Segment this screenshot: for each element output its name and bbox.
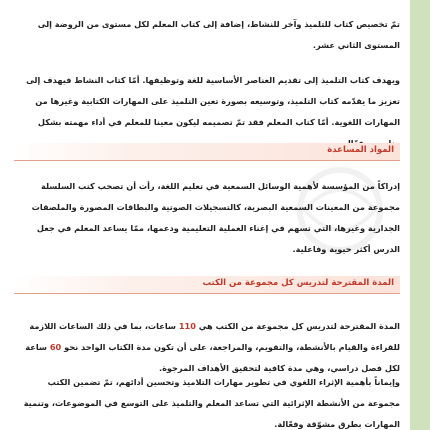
section-header-materials — [14, 143, 400, 161]
section-title-duration: المدة المقترحة لتدريس كل مجموعة من الكتب — [202, 278, 394, 288]
hours-book-value: 60 — [49, 342, 62, 352]
hours-total-value: 110 — [178, 321, 196, 331]
section-header-duration — [14, 276, 400, 294]
enrichment-paragraph: وإيماناً بأهمية الإثراء اللغوي في تطوير مهارات التلاميذ وتحسين أدائهم، تمّ تضمين الكتب مجموعة من الأنشطة الإثرائية التي تساعد المعلم والتلميذ على التوسع في الموضوعات، وتنمية المهارات بطرق مشوّقة وفعّالة. — [23, 377, 400, 429]
materials-paragraph: إدراكاً من المؤسسة لأهمية الوسائل السمعية في تعليم اللغة، رأت أن تصحب كتب السلسلة مجموعة من المعينات السمعية البصرية، كالتسجيلات الصوتية والبطاقات المصورة والملصقات الجدارية وغيرها، التي تسهم في إغناء العملية التعليمية ودعمها، ممّا يساعد المعلم في جعل الدرس أكثر حيوية وفاعلية. — [31, 181, 400, 254]
duration-line-end: ساعة لكل فصل دراسي، وهي مدة كافية لتحقيق الأهداف المرجوة. — [25, 342, 400, 373]
duration-line-prefix: المدة المقترحة لتدريس كل مجموعة من الكتب هي — [198, 321, 400, 331]
intro-paragraph-books: تمّ تخصيص كتاب للتلميذ وآخر للنشاط، إضافة إلى كتاب المعلم لكل مستوى من الروضة إلى المستوى الثاني عشر. — [37, 19, 400, 50]
document-page — [16, 0, 400, 430]
section-title-materials: المواد المساعدة — [327, 145, 394, 155]
duration-line-suffix: ساعات، بما في ذلك الساعات اللازمة للقراءة والقيام بالأنشطة، والتقويم، والمراجعة، على أن تكون مدة الكتاب الواحد نحو — [29, 321, 400, 352]
page-side-border — [410, 0, 430, 430]
duration-paragraph — [16, 316, 400, 379]
intro-paragraph-goals: ويهدف كتاب التلميذ إلى تقديم العناصر الأساسية للغة وتوظيفها. أمّا كتاب النشاط فيهدف إلى تعزيز ما يقدّمه كتاب التلميذ، وتوسيعه بصورة تعين التلميذ على المهارات الكتابية وغيرها من المهارات اللغوية. أمّا كتاب المعلم فقد تمّ تصميمه ليكون معينا للمعلم في أداء مهمته بشكل — [26, 75, 400, 127]
